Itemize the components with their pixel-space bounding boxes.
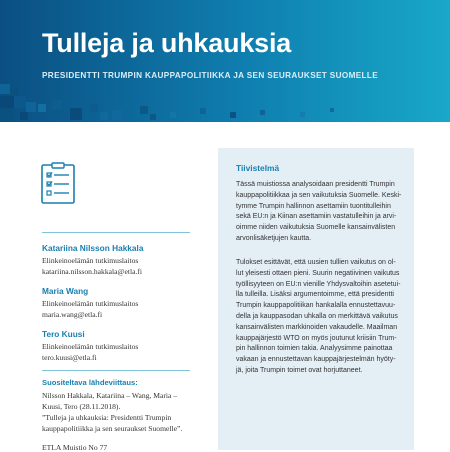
header-pixel — [14, 96, 26, 108]
summary-line: vakaan ja ennustettavan kauppajärjestelmän hyöty- — [236, 356, 396, 364]
header-pixel — [60, 112, 68, 120]
citation-series: ETLA Muistio No 77 — [42, 443, 108, 452]
header-pixel — [200, 108, 206, 114]
header-pixel — [26, 102, 36, 112]
summary-line: lla tulleilla. Lisäksi argumentoimme, että presidentti — [236, 291, 394, 299]
citation-line: ”Tulleja ja uhkauksia: Presidentti Trumpin — [42, 413, 172, 422]
summary-heading: Tiivistelmä — [236, 163, 280, 173]
divider-bottom — [42, 370, 190, 371]
header-banner — [0, 0, 450, 122]
page-title: Tulleja ja uhkauksia — [42, 28, 292, 58]
divider-top — [42, 232, 190, 233]
header-pixel — [90, 104, 98, 112]
checklist-document-icon — [40, 162, 76, 204]
citation-line: Kuusi, Tero (28.11.2018). — [42, 402, 121, 411]
header-pixel — [170, 112, 176, 118]
header-pixel — [38, 104, 46, 112]
citation-line: kauppapolitiikka ja sen seuraukset Suomelle”. — [42, 424, 183, 433]
author-affiliation: Elinkeinoelämän tutkimuslaitos — [42, 256, 139, 265]
summary-line: arvonlisäketjujen kautta. — [236, 235, 312, 242]
header-pixel — [20, 112, 28, 120]
author-email[interactable]: katariina.nilsson.hakkala@etla.fi — [42, 267, 142, 276]
author-name: Tero Kuusi — [42, 329, 85, 339]
author-affiliation: Elinkeinoelämän tutkimuslaitos — [42, 342, 139, 351]
summary-line: oimme niiden vaikutuksia Suomelle kansainvälisten — [236, 224, 396, 232]
header-pixel — [260, 110, 265, 115]
summary-line: jä, joita Trumpin toimet ovat horjuttaneet. — [236, 367, 363, 374]
citation-line: Nilsson Hakkala, Katariina – Wang, Maria – — [42, 391, 178, 400]
summary-line: kauppapolitiikkaa ja sen vaikutuksia Suomelle. Keski- — [236, 191, 402, 199]
header-pixel — [52, 100, 62, 110]
author-email[interactable]: maria.wang@etla.fi — [42, 310, 103, 319]
summary-line: kansainvälisten markkinoiden vakaudelle. Maailman — [236, 323, 398, 331]
summary-line: tymme Trumpin hallinnon asettamiin tuontitulleihin — [236, 202, 391, 210]
page-subtitle: PRESIDENTTI TRUMPIN KAUPPAPOLITIIKKA JA SEN SEURAUKSET SUOMELLE — [42, 71, 379, 80]
header-pixel — [140, 106, 148, 114]
header-pixel — [0, 84, 10, 94]
summary-line: lut yleisesti ottaen pieni. Suurin negatiivinen vaikutus — [236, 269, 400, 277]
header-pixel — [150, 114, 156, 120]
header-pixel — [10, 88, 18, 96]
summary-line: pin hallinnon toimien takia. Analyysimme painottaa — [236, 345, 393, 353]
summary-line: työllisyyteen on EU:n vienille Yhdysvaltoihin asetetui- — [236, 280, 401, 288]
header-pixel — [100, 112, 108, 120]
summary-line: Tässä muistiossa analysoidaan presidentti Trumpin — [236, 181, 395, 188]
summary-line: Trumpin kauppapolitiikan hankalalla ennustettavuu- — [236, 302, 396, 310]
header-pixel — [112, 110, 122, 120]
summary-line: sekä EU:n ja Kiinan asettamiin vastatulleihin ja arvi- — [236, 213, 397, 221]
summary-line: kauppajärjestö WTO on myös joutunut kriisiin Trum- — [236, 334, 397, 342]
author-email[interactable]: tero.kuusi@etla.fi — [42, 353, 97, 362]
header-pixel — [0, 108, 14, 122]
summary-line: della ja kauppasodan uhkalla on merkittävä vaikutus — [236, 313, 398, 320]
header-pixel — [230, 112, 236, 118]
author-affiliation: Elinkeinoelämän tutkimuslaitos — [42, 299, 139, 308]
summary-line: Tulokset esittävät, että uusien tullien vaikutus on ol- — [236, 259, 396, 266]
header-pixel — [300, 112, 305, 117]
author-name: Maria Wang — [42, 286, 89, 296]
citation-heading: Suositeltava lähdeviittaus: — [42, 378, 138, 387]
author-name: Katariina Nilsson Hakkala — [42, 243, 144, 253]
header-pixel — [70, 108, 82, 120]
header-pixel — [330, 108, 334, 112]
